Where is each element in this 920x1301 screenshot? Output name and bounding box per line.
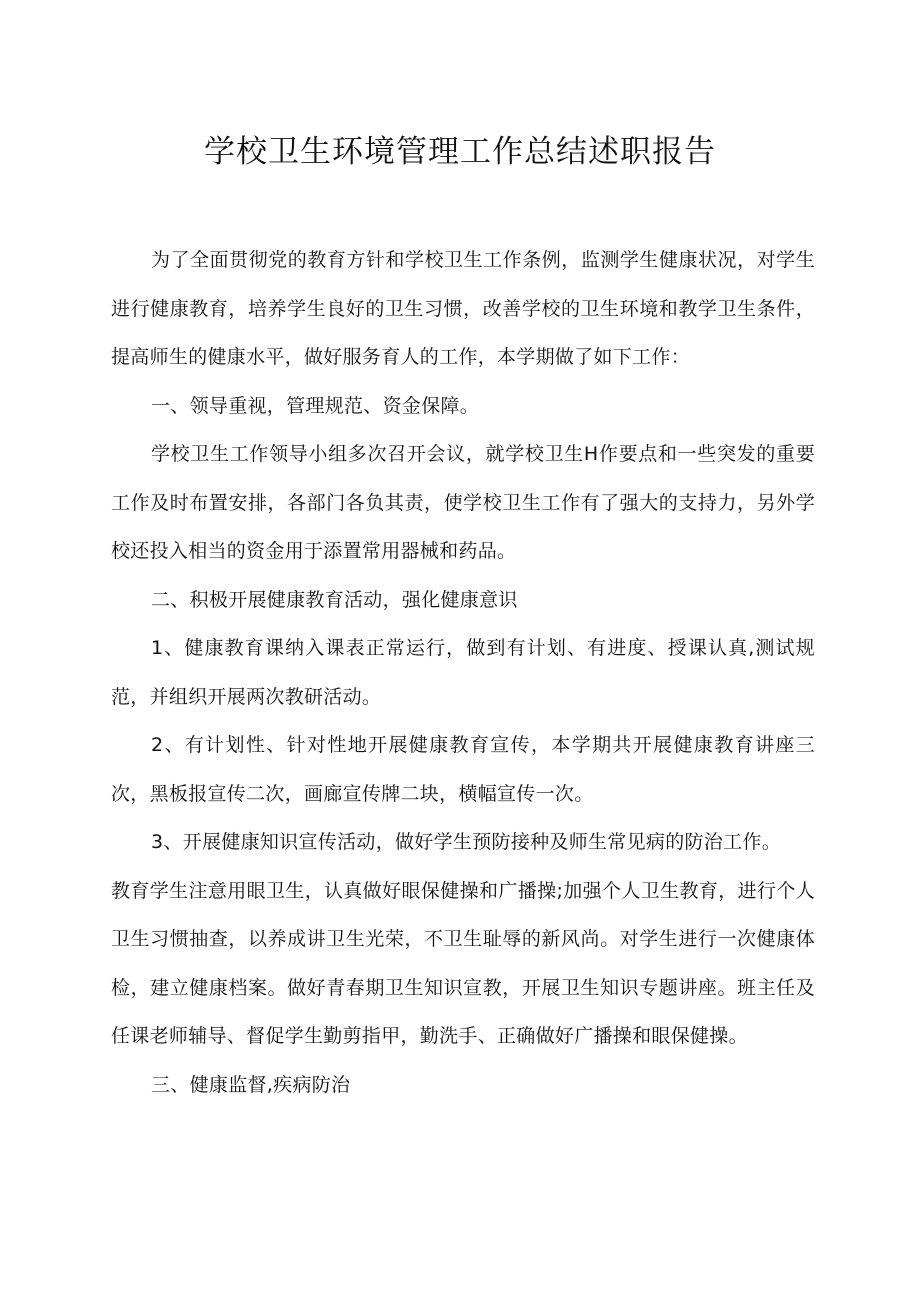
paragraph-item-3-continued: 教育学生注意用眼卫生，认真做好眼保健操和广播操;加强个人卫生教育，进行个人卫生习惯抽查，以养成讲卫生光荣，不卫生耻辱的新风尚。对学生进行一次健康体检，建立健康档案。做好青春期卫生知识宣教，开展卫生知识专题讲座。班主任及任课老师辅导、督促学生勤剪指甲，勤洗手、正确做好广播操和眼保健操。 bbox=[111, 879, 815, 1047]
section-heading-2: 二、积极开展健康教育活动，强化健康意识 bbox=[151, 588, 518, 611]
section-heading-3: 三、健康监督,疾病防治 bbox=[151, 1073, 351, 1096]
document-title: 学校卫生环境管理工作总结述职报告 bbox=[204, 134, 716, 170]
paragraph-item-1: 1、健康教育课纳入课表正常运行，做到有计划、有进度、授课认真,测试规范，并组织开展两次教研活动。 bbox=[111, 637, 815, 708]
paragraph-intro: 为了全面贯彻党的教育方针和学校卫生工作条例，监测学生健康状况，对学生进行健康教育，培养学生良好的卫生习惯，改善学校的卫生环境和教学卫生条件，提高师生的健康水平，做好服务育人的工作，本学期做了如下工作： bbox=[111, 249, 815, 368]
paragraph-item-3: 3、开展健康知识宣传活动，做好学生预防接种及师生常见病的防治工作。 bbox=[151, 831, 781, 853]
paragraph-item-2: 2、有计划性、针对性地开展健康教育宣传，本学期共开展健康教育讲座三次，黑板报宣传二次，画廊宣传牌二块，横幅宣传一次。 bbox=[111, 734, 815, 805]
document-body bbox=[111, 236, 815, 1109]
section-heading-1: 一、领导重视，管理规范、资金保障。 bbox=[151, 394, 480, 417]
paragraph-leadership: 学校卫生工作领导小组多次召开会议，就学校卫生H作要点和一些突发的重要工作及时布置安排，各部门各负其责，使学校卫生工作有了强大的支持力，另外学校还投入相当的资金用于添置常用器械和药品。 bbox=[111, 443, 815, 562]
